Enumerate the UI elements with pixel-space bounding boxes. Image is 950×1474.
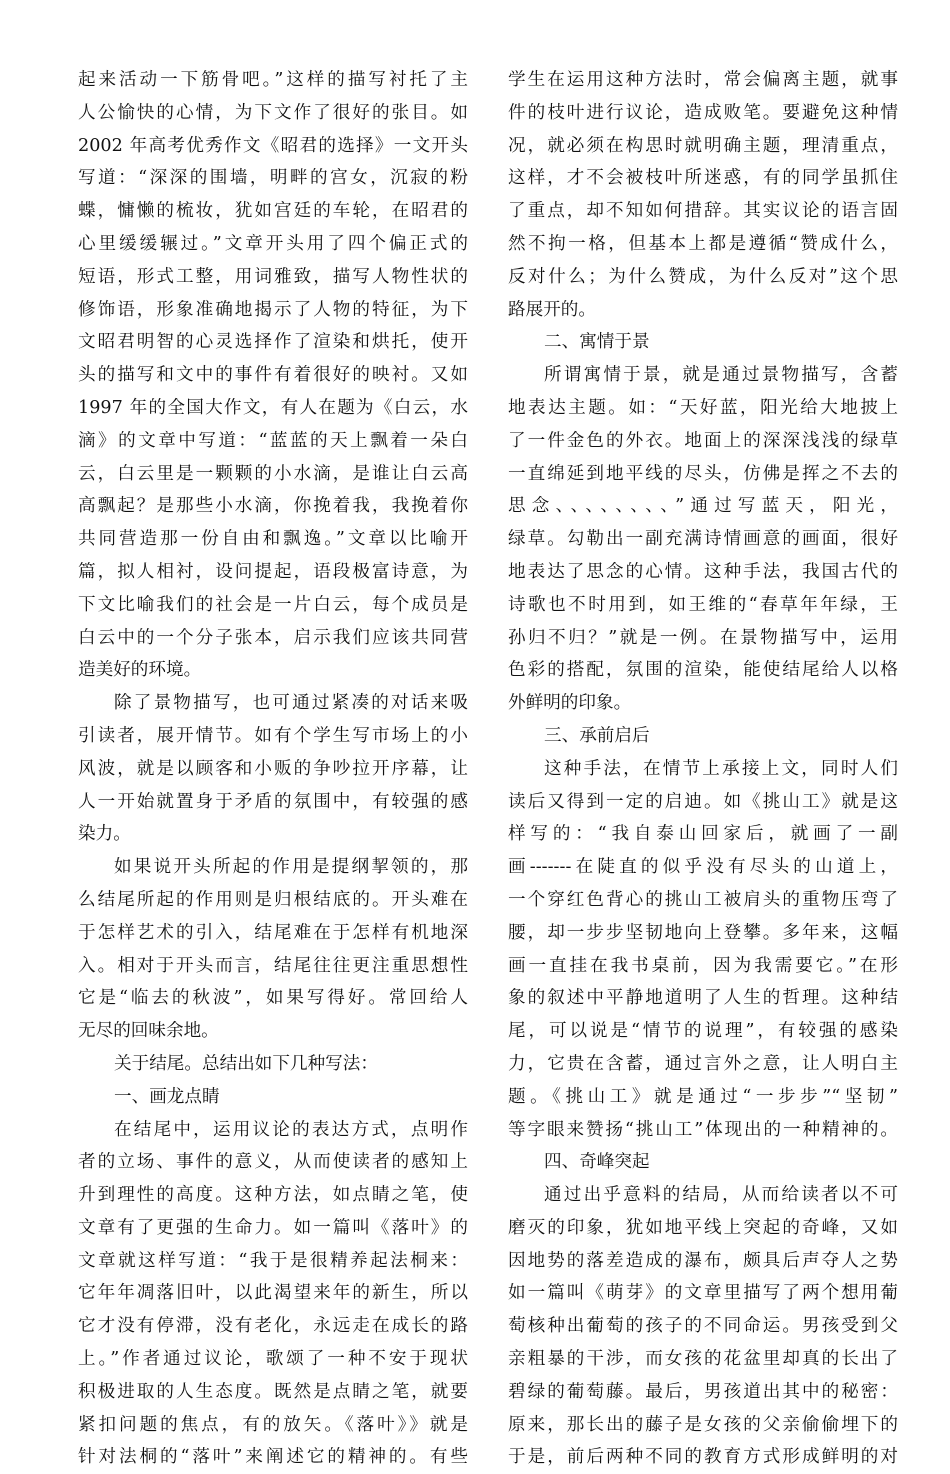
text-line: 外鲜明的印象。 <box>508 693 632 714</box>
text-line: 人公愉快的心情，为下文作了很好的张目。如 <box>78 102 468 123</box>
text-line: 除了景物描写，也可通过紧凑的对话来吸 <box>114 693 468 714</box>
text-line: 者的立场、事件的意义，从而使读者的感知上 <box>78 1152 468 1173</box>
text-line: 风波，就是以顾客和小贩的争吵拉开序幕，让 <box>78 758 468 779</box>
text-line: 反对什么；为什么赞成，为什么反对”这个思 <box>508 266 898 287</box>
text-line: 写道：“深深的围墙，明畔的宫女，沉寂的粉 <box>78 168 468 189</box>
text-line: 高飘起？是那些小水滴，你挽着我，我挽着你 <box>78 496 468 517</box>
text-line: 无尽的回味余地。 <box>78 1021 219 1042</box>
text-line: 地表达了思念的心情。这种手法，我国古代的 <box>508 561 898 582</box>
text-line: 1997 年的全国大作文，有人在题为《白云，水 <box>78 397 468 418</box>
text-line: 画-------在陡直的似乎没有尽头的山道上， <box>508 857 898 878</box>
text-line: 地表达主题。如：“天好蓝，阳光给大地披上 <box>508 397 898 418</box>
text-line: 亲粗暴的干涉，而女孩的花盆里却真的长出了 <box>508 1349 898 1370</box>
text-line: 碧绿的葡萄藤。最后，男孩道出其中的秘密： <box>508 1381 898 1402</box>
text-line: 入。相对于开头而言，结尾往往更注重思想性 <box>78 955 468 976</box>
text-line: 样写的：“我自泰山回家后，就画了一副 <box>508 824 898 845</box>
text-line: 如一篇叫《萌芽》的文章里描写了两个想用葡 <box>508 1283 898 1304</box>
section-heading: 二、寓情于景 <box>544 332 650 353</box>
text-line: 于怎样艺术的引入，结尾难在于怎样有机地深 <box>78 922 468 943</box>
text-line: 文章就这样写道：“我于是很精养起法桐来： <box>78 1250 468 1271</box>
text-line: 绿草。勾勒出一副充满诗情画意的画面，很好 <box>508 529 898 550</box>
text-line: 了一件金色的外衣。地面上的深深浅浅的绿草 <box>508 430 898 451</box>
text-line: 它才没有停滞，没有老化，永远走在成长的路 <box>78 1316 468 1337</box>
text-line: 升到理性的高度。这种方法，如点睛之笔，使 <box>78 1185 468 1206</box>
text-line: 于是，前后两种不同的教育方式形成鲜明的对 <box>508 1447 898 1468</box>
text-line: 在结尾中，运用议论的表达方式，点明作 <box>114 1119 468 1140</box>
text-line: 短语，形式工整，用词雅致，描写人物性状的 <box>78 266 468 287</box>
text-line: 文昭君明智的心灵选择作了渲染和烘托，使开 <box>78 332 468 353</box>
text-line: 下文比喻我们的社会是一片白云，每个成员是 <box>78 594 468 615</box>
section-heading: 一、画龙点睛 <box>114 1086 220 1107</box>
text-line: 思念、、、、、、、、”通过写蓝天，阳光， <box>508 496 898 517</box>
text-line: 力，它贵在含蓄，通过言外之意，让人明白主 <box>508 1053 898 1074</box>
text-line: 修饰语，形象准确地揭示了人物的特征，为下 <box>78 299 468 320</box>
text-line: 了重点，却不知如何措辞。其实议论的语言固 <box>508 201 898 222</box>
text-line: 蝶，慵懒的梳妆，犹如宫廷的车轮，在昭君的 <box>78 201 468 222</box>
section-heading: 关于结尾。总结出如下几种写法： <box>114 1053 378 1074</box>
text-line: 路展开的。 <box>508 299 596 320</box>
text-line: 等字眼来赞扬“挑山工”体现出的一种精神的。 <box>508 1119 898 1140</box>
right-text-column <box>508 64 898 1474</box>
section-heading: 四、奇峰突起 <box>544 1152 650 1173</box>
text-line: 云，白云里是一颗颗的小水滴，是谁让白云高 <box>78 463 468 484</box>
text-line: 色彩的搭配，氛围的渲染，能使结尾给人以格 <box>508 660 898 681</box>
text-line: 画一直挂在我书桌前，因为我需要它。”在形 <box>508 955 898 976</box>
text-line: 心里缓缓辗过。”文章开头用了四个偏正式的 <box>78 233 468 254</box>
text-line: 况，就必须在构思时就明确主题，理清重点， <box>508 135 898 156</box>
text-line: 孙归不归？”就是一例。在景物描写中，运用 <box>508 627 898 648</box>
text-line: 一个穿红色背心的挑山工被肩头的重物压弯了 <box>508 889 898 910</box>
text-line: 它是“临去的秋波”，如果写得好。常回给人 <box>78 988 468 1009</box>
text-line: 萄核种出葡萄的孩子的不同命运。男孩受到父 <box>508 1316 898 1337</box>
text-line: 紧扣问题的焦点，有的放矢。《落叶》》就是 <box>78 1414 468 1435</box>
text-line: 起来活动一下筋骨吧。”这样的描写衬托了主 <box>78 70 468 90</box>
text-line: 学生在运用这种方法时，常会偏离主题，就事 <box>508 70 898 90</box>
text-line: 2002 年高考优秀作文《昭君的选择》一文开头 <box>78 135 468 156</box>
text-line: 所谓寓情于景，就是通过景物描写，含蓄 <box>544 365 898 386</box>
text-line: 如果说开头所起的作用是提纲挈领的，那 <box>114 857 468 878</box>
text-line: 磨灭的印象，犹如地平线上突起的奇峰，又如 <box>508 1217 898 1238</box>
text-line: 一直绵延到地平线的尽头，仿佛是挥之不去的 <box>508 463 898 484</box>
text-line: 象的叙述中平静地道明了人生的哲理。这种结 <box>508 988 898 1009</box>
text-line: 因地势的落差造成的瀑布，颇具后声夺人之势 <box>508 1250 898 1271</box>
text-line: 么结尾所起的作用则是归根结底的。开头难在 <box>78 889 468 910</box>
text-line: 然不拘一格，但基本上都是遵循“赞成什么， <box>508 233 898 254</box>
text-line: 原来，那长出的藤子是女孩的父亲偷偷埋下的 <box>508 1414 898 1435</box>
text-line: 上。”作者通过议论，歌颂了一种不安于现状 <box>78 1349 468 1370</box>
text-line: 诗歌也不时用到，如王维的“春草年年绿，王 <box>508 594 898 615</box>
text-line: 它年年凋落旧叶，以此渴望来年的新生，所以 <box>78 1283 468 1304</box>
text-line: 这种手法，在情节上承接上文，同时人们 <box>544 758 898 779</box>
text-line: 读后又得到一定的启迪。如《挑山工》就是这 <box>508 791 898 812</box>
text-line: 白云中的一个分子张本，启示我们应该共同营 <box>78 627 468 648</box>
text-line: 染力。 <box>78 824 131 845</box>
text-line: 共同营造那一份自由和飘逸。”文章以比喻开 <box>78 529 468 550</box>
text-line: 针对法桐的“落叶”来阐述它的精神的。有些 <box>78 1447 468 1468</box>
text-line: 滴》的文章中写道：“蓝蓝的天上飘着一朵白 <box>78 430 468 451</box>
text-line: 文章有了更强的生命力。如一篇叫《落叶》的 <box>78 1217 468 1238</box>
text-line: 尾，可以说是“情节的说理”，有较强的感染 <box>508 1021 898 1042</box>
text-line: 人一开始就置身于矛盾的氛围中，有较强的感 <box>78 791 468 812</box>
text-line: 造美好的环境。 <box>78 660 202 681</box>
text-line: 这样，才不会被枝叶所迷惑，有的同学虽抓住 <box>508 168 898 189</box>
section-heading: 三、承前启后 <box>544 725 650 746</box>
text-line: 件的枝叶进行议论，造成败笔。要避免这种情 <box>508 102 898 123</box>
text-line: 题。《挑山工》就是通过“一步步”“坚韧” <box>508 1086 898 1107</box>
text-line: 腰，却一步步坚韧地向上登攀。多年来，这幅 <box>508 922 898 943</box>
text-line: 引读者，展开情节。如有个学生写市场上的小 <box>78 725 468 746</box>
text-line: 通过出乎意料的结局，从而给读者以不可 <box>544 1185 898 1206</box>
text-line: 头的描写和文中的事件有着很好的映衬。又如 <box>78 365 468 386</box>
text-line: 篇，拟人相衬，设问提起，语段极富诗意，为 <box>78 561 468 582</box>
left-text-column <box>78 64 468 1474</box>
text-line: 积极进取的人生态度。既然是点睛之笔，就要 <box>78 1381 468 1402</box>
